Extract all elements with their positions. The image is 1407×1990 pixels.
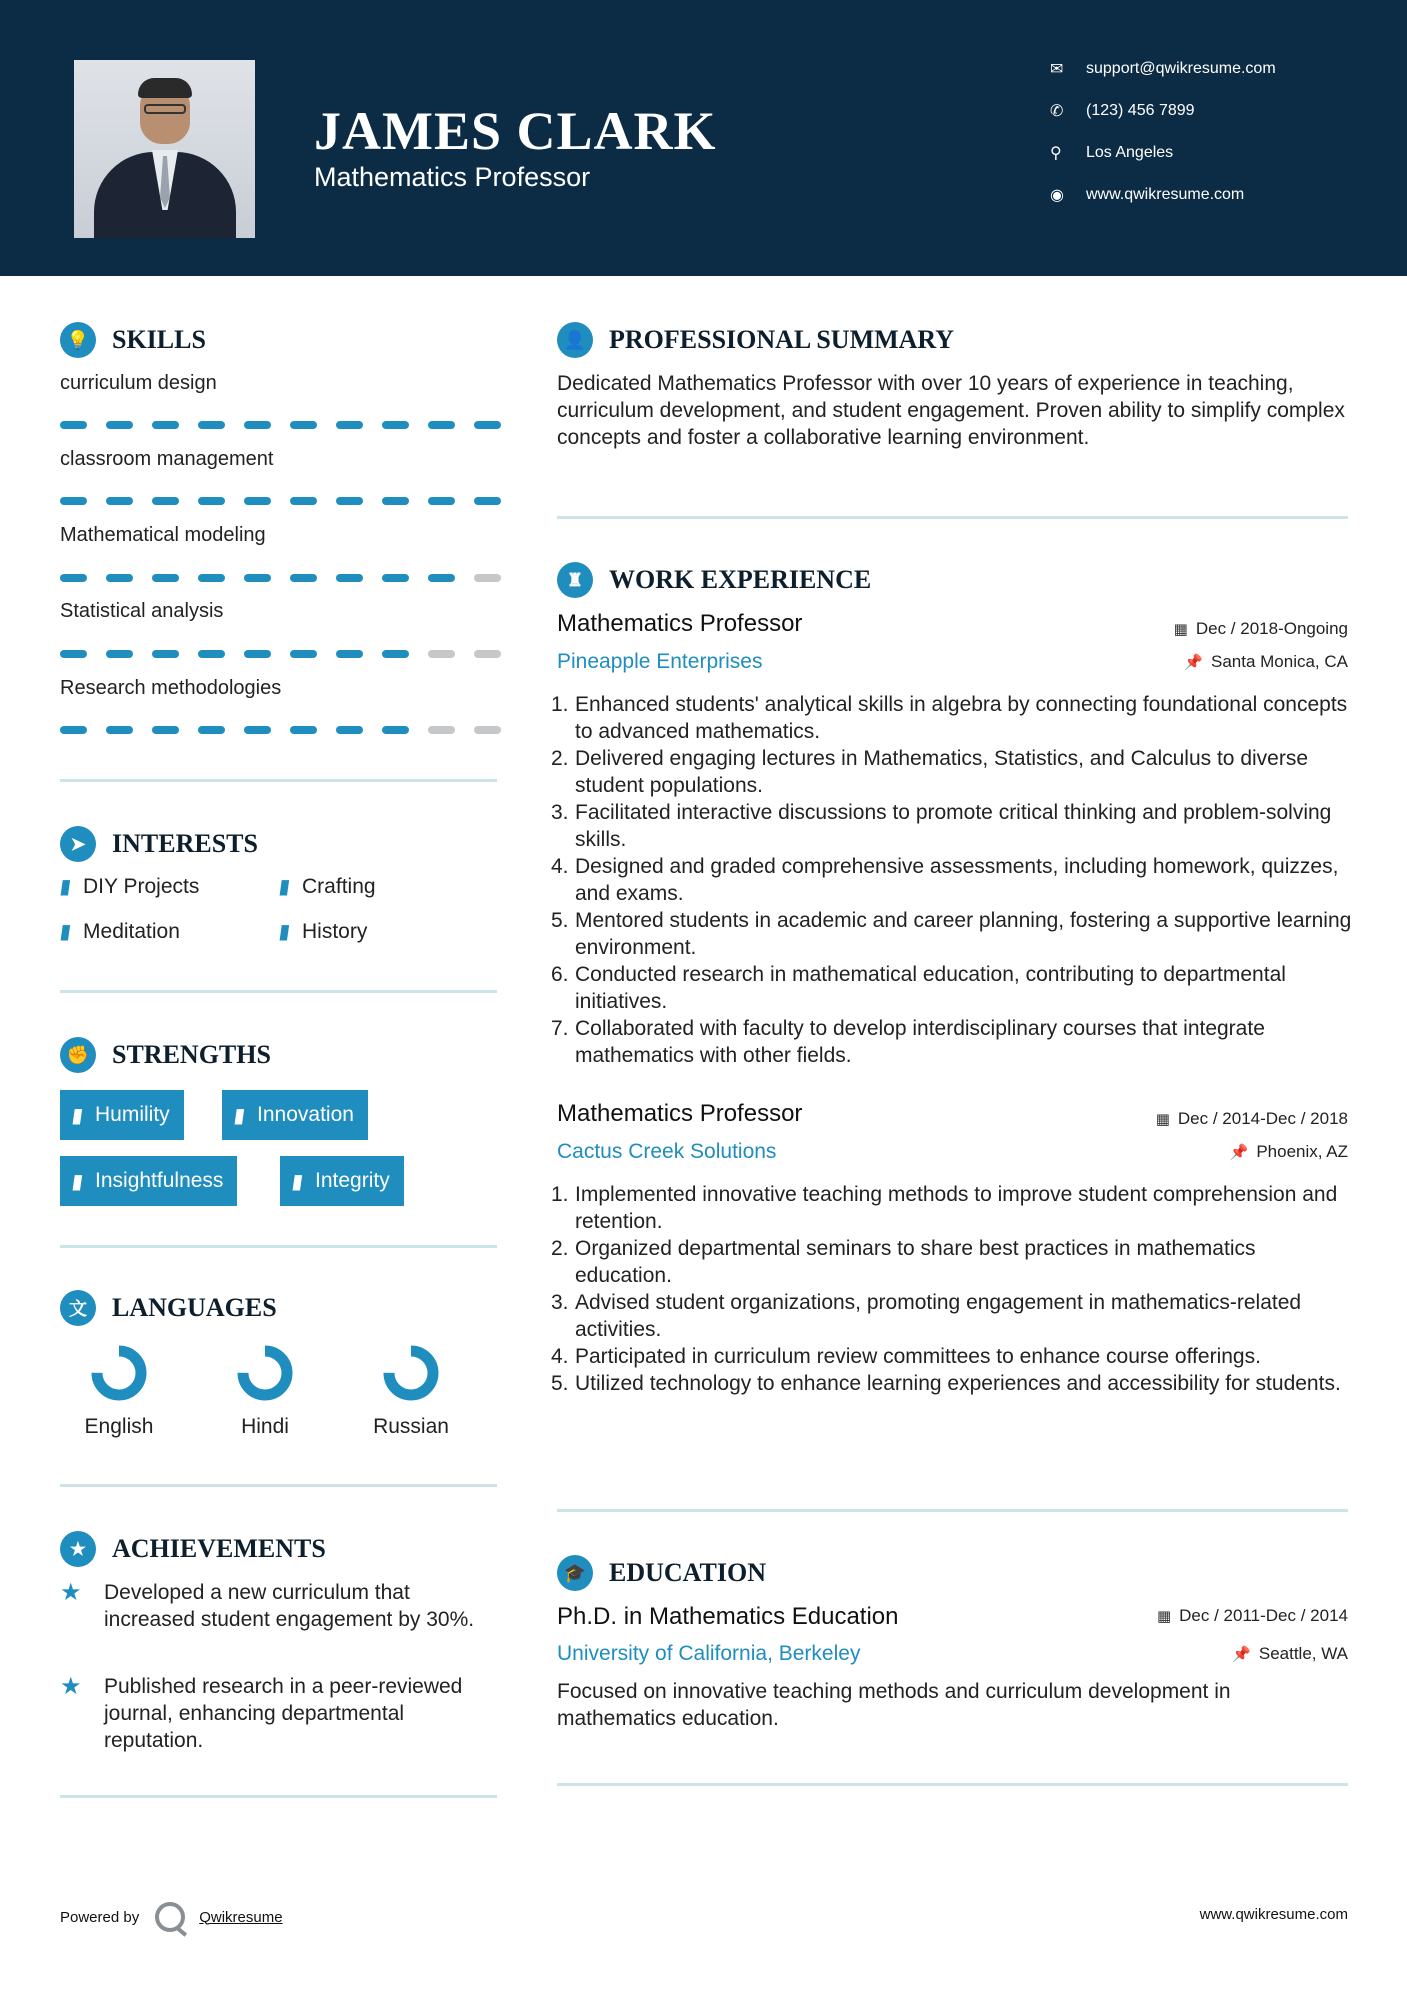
rating-dot	[152, 726, 179, 734]
job-location: 📌 Santa Monica, CA	[1184, 652, 1348, 671]
book-icon: ▮	[277, 876, 292, 898]
calendar-icon: ▦	[1155, 1111, 1170, 1128]
paper-plane-icon: ➤	[60, 826, 96, 862]
contact-location	[1050, 143, 1173, 163]
job-duties	[551, 1181, 1357, 1397]
duty-item: 1. Enhanced students' analytical skills in algebra by connecting foundational concepts to advanced mathematics.	[551, 693, 1348, 743]
job-dates: ▦ Dec / 2014-Dec / 2018	[1155, 1109, 1348, 1128]
work-heading	[557, 562, 871, 598]
duty-item: 4. Participated in curriculum review committees to enhance course offerings.	[551, 1345, 1261, 1368]
calendar-icon: ▦	[1156, 1608, 1172, 1625]
book-icon: ▮	[70, 1170, 85, 1193]
contact-website-text: www.qwikresume.com	[1086, 186, 1245, 203]
rating-dot	[60, 497, 87, 505]
rating-dot	[152, 497, 179, 505]
skill-rating	[60, 421, 501, 429]
qwikresume-logo-icon	[155, 1902, 185, 1932]
graduate-icon: 🎓	[557, 1555, 593, 1591]
strength-tag: ▮ Insightfulness	[60, 1156, 237, 1206]
rating-dot	[474, 421, 501, 429]
rating-dot	[106, 421, 133, 429]
job-duties	[551, 691, 1357, 1069]
rating-dot	[290, 497, 317, 505]
rating-dot	[244, 574, 271, 582]
rating-dot	[474, 726, 501, 734]
footer-site-link[interactable]: www.qwikresume.com	[1199, 1906, 1348, 1923]
interest-item: ▮ DIY Projects	[58, 874, 200, 898]
contact-phone-text: (123) 456 7899	[1086, 102, 1195, 119]
duty-item: 3. Facilitated interactive discussions to promote critical thinking and problem-solving skills.	[551, 801, 1332, 851]
achievements-heading	[60, 1531, 326, 1567]
skills-heading	[60, 322, 206, 358]
rating-dot	[152, 650, 179, 658]
languages-title: LANGUAGES	[112, 1293, 277, 1322]
duty-item: 1. Implemented innovative teaching methods to improve student comprehension and retention.	[551, 1183, 1338, 1233]
interests-title: INTERESTS	[112, 829, 258, 858]
rating-dot	[244, 726, 271, 734]
skill-rating	[60, 574, 501, 582]
language-item	[366, 1345, 456, 1439]
rating-dot	[336, 650, 363, 658]
divider	[557, 1509, 1348, 1512]
interest-item: ▮ Crafting	[277, 874, 376, 898]
interest-item: ▮ History	[277, 919, 368, 943]
book-icon: ▮	[58, 921, 73, 943]
globe-icon: ◉	[1050, 187, 1064, 204]
rating-dot	[244, 421, 271, 429]
rating-dot	[106, 574, 133, 582]
school-name: University of California, Berkeley	[557, 1642, 861, 1665]
language-name: English	[84, 1415, 154, 1438]
rating-dot	[382, 421, 409, 429]
skills-title: SKILLS	[112, 325, 206, 354]
rating-dot	[106, 497, 133, 505]
profile-photo	[74, 60, 255, 238]
languages-heading	[60, 1290, 277, 1326]
rating-dot	[474, 497, 501, 505]
language-item	[74, 1345, 164, 1439]
footer-powered-by: Powered by Qwikresume	[60, 1902, 283, 1932]
language-level-ring	[91, 1345, 147, 1401]
strength-tag: ▮ Humility	[60, 1090, 184, 1140]
skill-label: curriculum design	[60, 372, 217, 394]
raised-fist-icon: ✊	[60, 1037, 96, 1073]
calendar-icon: ▦	[1173, 621, 1188, 638]
candidate-name: JAMES CLARK	[314, 101, 717, 161]
book-icon: ▮	[232, 1104, 247, 1127]
job-dates: ▦ Dec / 2018-Ongoing	[1173, 619, 1348, 638]
language-name: Hindi	[241, 1415, 289, 1438]
divider	[60, 1245, 497, 1248]
interests-heading	[60, 826, 258, 862]
lightbulb-icon: 💡	[60, 322, 96, 358]
rating-dot	[60, 574, 87, 582]
rating-dot	[198, 497, 225, 505]
skill-rating	[60, 497, 501, 505]
rating-dot	[60, 650, 87, 658]
skill-rating	[60, 726, 501, 734]
skill-rating	[60, 650, 501, 658]
rating-dot	[60, 421, 87, 429]
skill-label: Mathematical modeling	[60, 524, 266, 546]
rating-dot	[474, 574, 501, 582]
resume-header	[0, 0, 1407, 276]
divider	[60, 1484, 497, 1487]
job-company: Pineapple Enterprises	[557, 650, 763, 673]
book-icon: ▮	[277, 921, 292, 943]
star-icon: ★	[60, 1673, 82, 1700]
rating-dot	[382, 726, 409, 734]
job-title: Mathematics Professor	[557, 1100, 803, 1127]
rating-dot	[382, 497, 409, 505]
location-pin-icon: ⚲	[1050, 145, 1062, 162]
contact-email-text: support@qwikresume.com	[1086, 60, 1276, 77]
skill-label: classroom management	[60, 448, 274, 470]
rating-dot	[244, 497, 271, 505]
star-badge-icon: ★	[60, 1531, 96, 1567]
rating-dot	[336, 574, 363, 582]
skill-label: Statistical analysis	[60, 600, 224, 622]
language-name: Russian	[373, 1415, 449, 1438]
divider	[557, 516, 1348, 519]
summary-title: PROFESSIONAL SUMMARY	[609, 325, 955, 354]
duty-item: 2. Delivered engaging lectures in Mathematics, Statistics, and Calculus to diverse student populations.	[551, 747, 1309, 797]
contact-phone[interactable]	[1050, 101, 1195, 121]
strength-tag: ▮ Integrity	[280, 1156, 404, 1206]
rating-dot	[474, 650, 501, 658]
rating-dot	[428, 726, 455, 734]
divider	[60, 1795, 497, 1798]
divider	[60, 779, 497, 782]
phone-icon: ✆	[1050, 103, 1064, 120]
contact-location-text: Los Angeles	[1086, 144, 1174, 161]
pushpin-icon: 📌	[1232, 1646, 1251, 1663]
rating-dot	[198, 726, 225, 734]
job-company: Cactus Creek Solutions	[557, 1140, 777, 1163]
contact-website[interactable]	[1050, 185, 1244, 205]
chair-icon: ♜	[557, 562, 593, 598]
envelope-icon: ✉	[1050, 61, 1064, 78]
rating-dot	[198, 421, 225, 429]
summary-text: Dedicated Mathematics Professor with over 10 years of experience in teaching, curriculum development, and student engagement. Proven ability to simplify complex concepts and foster a collaborative learning environment.	[557, 372, 1345, 449]
language-level-ring	[383, 1345, 439, 1401]
divider	[557, 1783, 1348, 1786]
rating-dot	[336, 726, 363, 734]
duty-item: 5. Mentored students in academic and career planning, fostering a supportive learning environment.	[551, 909, 1352, 959]
book-icon: ▮	[290, 1170, 305, 1193]
brand-link[interactable]: Qwikresume	[199, 1908, 283, 1926]
duty-item: 3. Advised student organizations, promoting engagement in mathematics-related activities.	[551, 1291, 1302, 1341]
rating-dot	[198, 650, 225, 658]
achievement-item: ★ Published research in a peer-reviewed journal, enhancing departmental reputation.	[60, 1673, 463, 1752]
job-location: 📌 Phoenix, AZ	[1229, 1142, 1348, 1161]
strengths-heading	[60, 1037, 271, 1073]
education-location: 📌 Seattle, WA	[1232, 1644, 1348, 1663]
achievements-title: ACHIEVEMENTS	[112, 1534, 326, 1563]
education-title: EDUCATION	[609, 1558, 766, 1587]
user-icon: 👤	[557, 322, 593, 358]
rating-dot	[290, 726, 317, 734]
rating-dot	[290, 574, 317, 582]
duty-item: 4. Designed and graded comprehensive assessments, including homework, quizzes, and exams.	[551, 855, 1339, 905]
book-icon: ▮	[58, 876, 73, 898]
rating-dot	[106, 650, 133, 658]
rating-dot	[336, 421, 363, 429]
achievement-item: ★ Developed a new curriculum that increased student engagement by 30%.	[60, 1579, 475, 1631]
work-title: WORK EXPERIENCE	[609, 565, 872, 594]
duty-item: 7. Collaborated with faculty to develop interdisciplinary courses that integrate mathematics with other fields.	[551, 1017, 1265, 1067]
education-text: Focused on innovative teaching methods and curriculum development in mathematics education.	[557, 1680, 1231, 1730]
strengths-title: STRENGTHS	[112, 1040, 271, 1069]
degree-title: Ph.D. in Mathematics Education	[557, 1603, 899, 1630]
divider	[60, 990, 497, 993]
rating-dot	[244, 650, 271, 658]
rating-dot	[382, 650, 409, 658]
star-icon: ★	[60, 1579, 82, 1606]
rating-dot	[428, 497, 455, 505]
rating-dot	[198, 574, 225, 582]
skill-label: Research methodologies	[60, 677, 282, 699]
rating-dot	[336, 497, 363, 505]
duty-item: 6. Conducted research in mathematical education, contributing to departmental initiatives.	[551, 963, 1286, 1013]
strength-tag: ▮ Innovation	[222, 1090, 368, 1140]
rating-dot	[290, 421, 317, 429]
education-dates: ▦ Dec / 2011-Dec / 2014	[1156, 1606, 1348, 1625]
book-icon: ▮	[70, 1104, 85, 1127]
interest-item: ▮ Meditation	[58, 919, 180, 943]
rating-dot	[382, 574, 409, 582]
duty-item: 2. Organized departmental seminars to share best practices in mathematics education.	[551, 1237, 1256, 1287]
rating-dot	[106, 726, 133, 734]
language-item	[220, 1345, 310, 1439]
candidate-role: Mathematics Professor	[314, 162, 591, 192]
contact-email[interactable]	[1050, 59, 1276, 79]
translate-icon: 文	[60, 1290, 96, 1326]
rating-dot	[152, 421, 179, 429]
rating-dot	[428, 650, 455, 658]
summary-heading	[557, 322, 954, 358]
pushpin-icon: 📌	[1184, 654, 1203, 671]
rating-dot	[428, 574, 455, 582]
rating-dot	[290, 650, 317, 658]
rating-dot	[152, 574, 179, 582]
duty-item: 5. Utilized technology to enhance learning experiences and accessibility for students.	[551, 1372, 1341, 1395]
pushpin-icon: 📌	[1229, 1144, 1249, 1161]
rating-dot	[428, 421, 455, 429]
education-heading	[557, 1555, 766, 1591]
job-title: Mathematics Professor	[557, 610, 803, 637]
rating-dot	[60, 726, 87, 734]
language-level-ring	[237, 1345, 293, 1401]
